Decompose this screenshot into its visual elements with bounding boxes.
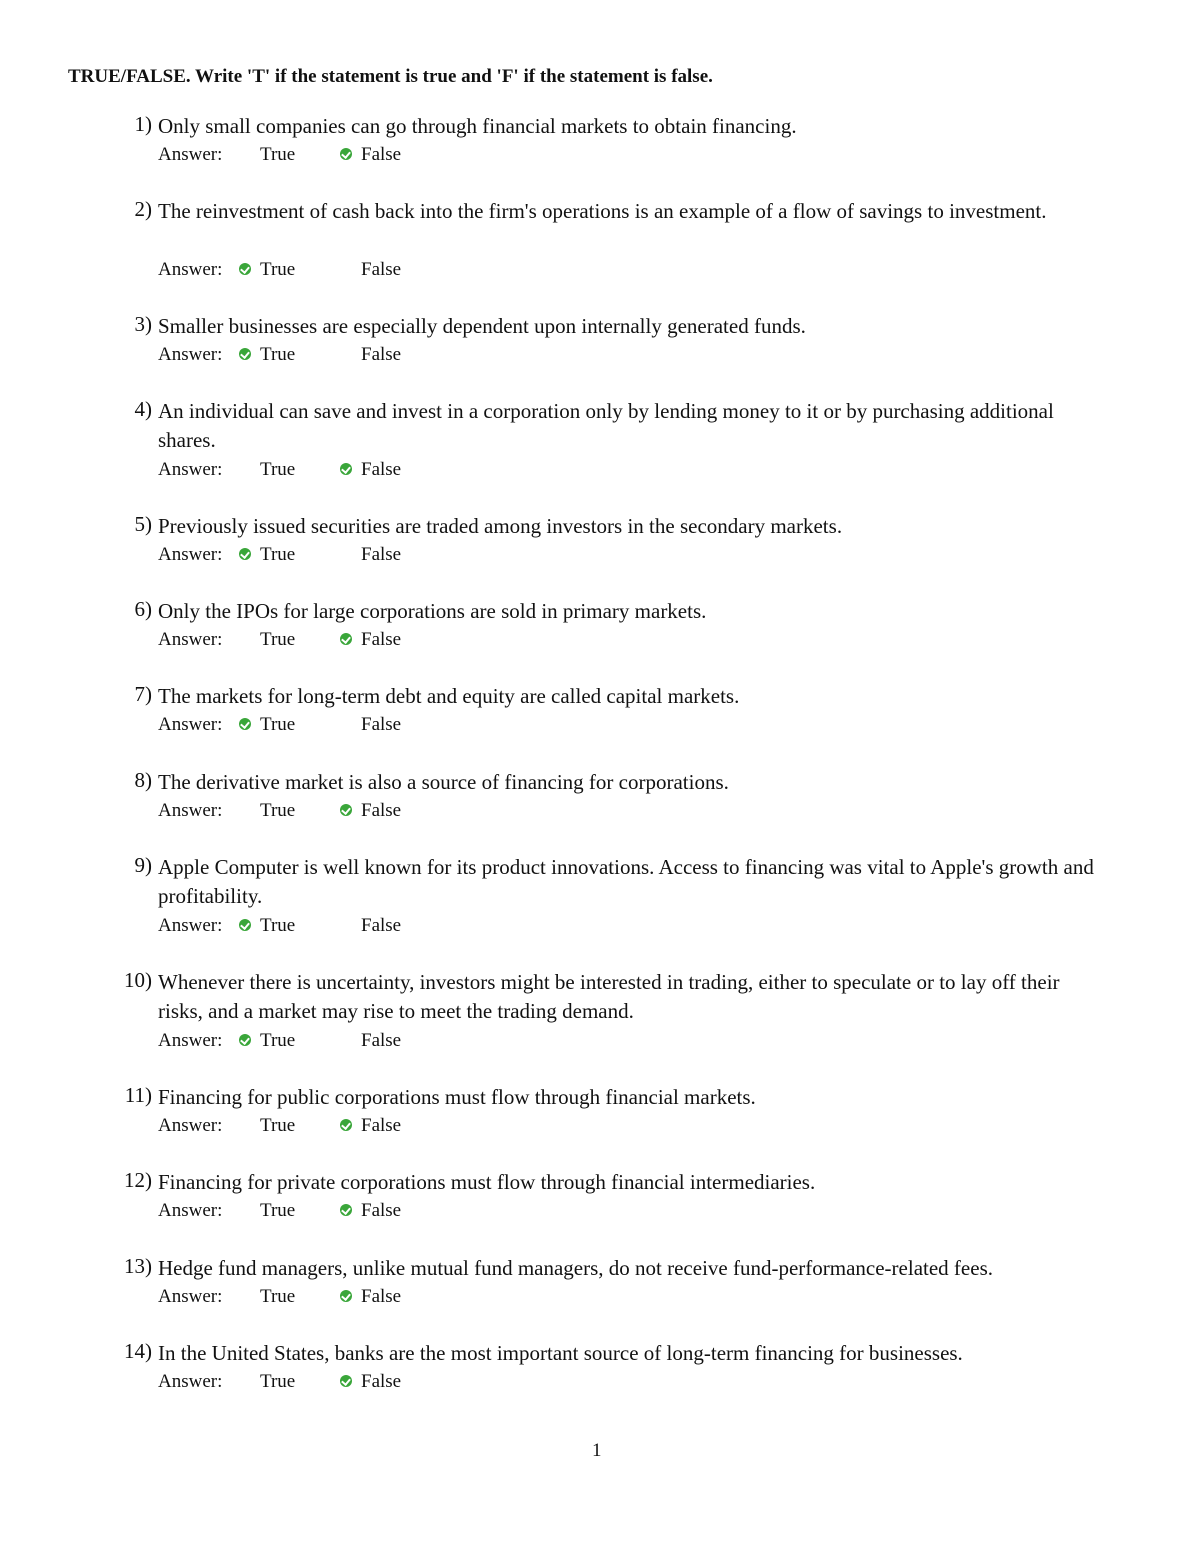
option-false: False [361, 800, 402, 821]
check-icon [340, 148, 352, 160]
answer-row [158, 1286, 558, 1310]
answer-row [158, 1200, 558, 1224]
answer-row [158, 1371, 558, 1395]
question-number: 10) [124, 968, 152, 992]
question-text: The reinvestment of cash back into the firm's operations is an example of a flow of savings to investment. [158, 199, 1047, 223]
answer-label: Answer: [158, 1200, 223, 1221]
question-text: The derivative market is also a source of financing for corporations. [158, 770, 729, 794]
answer-label: Answer: [158, 629, 223, 650]
answer-row [158, 1115, 558, 1139]
answer-row [158, 714, 558, 738]
question-number: 2) [134, 197, 152, 221]
question-text: Only the IPOs for large corporations are sold in primary markets. [158, 599, 707, 623]
question-number: 6) [134, 597, 152, 621]
answer-label: Answer: [158, 1286, 223, 1307]
answer-label: Answer: [158, 144, 223, 165]
option-false: False [361, 1371, 402, 1392]
check-icon [340, 463, 352, 475]
question-number: 14) [124, 1339, 152, 1363]
answer-label: Answer: [158, 1371, 223, 1392]
option-true: True [260, 1286, 296, 1307]
option-false: False [361, 544, 402, 565]
question-number: 5) [134, 512, 152, 536]
check-icon [239, 263, 251, 275]
answer-row [158, 344, 558, 368]
answer-row [158, 259, 558, 283]
answer-row [158, 800, 558, 824]
option-true: True [260, 1030, 296, 1051]
question-text: Financing for public corporations must flow through financial markets. [158, 1085, 756, 1109]
option-false: False [361, 259, 402, 280]
question-number: 7) [134, 682, 152, 706]
option-false: False [361, 915, 402, 936]
question-text: The markets for long-term debt and equity are called capital markets. [158, 684, 740, 708]
answer-row [158, 629, 558, 653]
question-text: Only small companies can go through financial markets to obtain financing. [158, 114, 797, 138]
option-true: True [260, 1371, 296, 1392]
option-false: False [361, 344, 402, 365]
question-text: An individual can save and invest in a corporation only by lending money to it or by purchasing additional shares. [158, 399, 1054, 452]
answer-label: Answer: [158, 915, 223, 936]
page-number: 1 [592, 1440, 602, 1461]
option-true: True [260, 629, 296, 650]
option-true: True [260, 915, 296, 936]
answer-row [158, 544, 558, 568]
check-icon [239, 348, 251, 360]
check-icon [340, 1375, 352, 1387]
option-false: False [361, 1200, 402, 1221]
check-icon [340, 633, 352, 645]
option-true: True [260, 1200, 296, 1221]
option-true: True [260, 344, 296, 365]
question-text: Hedge fund managers, unlike mutual fund managers, do not receive fund-performance-related fees. [158, 1256, 993, 1280]
answer-row [158, 915, 558, 939]
question-number: 12) [124, 1168, 152, 1192]
answer-label: Answer: [158, 459, 223, 480]
option-false: False [361, 459, 402, 480]
answer-row [158, 459, 558, 483]
question-text: Smaller businesses are especially dependent upon internally generated funds. [158, 314, 806, 338]
answer-label: Answer: [158, 259, 223, 280]
check-icon [239, 919, 251, 931]
check-icon [340, 1290, 352, 1302]
option-false: False [361, 714, 402, 735]
question-text: Previously issued securities are traded among investors in the secondary markets. [158, 514, 843, 538]
question-number: 3) [134, 312, 152, 336]
answer-label: Answer: [158, 1115, 223, 1136]
check-icon [239, 1034, 251, 1046]
instructions-heading: TRUE/FALSE. Write 'T' if the statement is true and 'F' if the statement is false. [68, 66, 713, 87]
answer-row [158, 1030, 558, 1054]
option-true: True [260, 800, 296, 821]
option-false: False [361, 1030, 402, 1051]
option-true: True [260, 714, 296, 735]
question-number: 4) [134, 397, 152, 421]
option-true: True [260, 259, 296, 280]
answer-label: Answer: [158, 1030, 223, 1051]
question-number: 9) [134, 853, 152, 877]
check-icon [239, 718, 251, 730]
question-text: In the United States, banks are the most important source of long-term financing for businesses. [158, 1341, 963, 1365]
answer-label: Answer: [158, 800, 223, 821]
question-text: Apple Computer is well known for its product innovations. Access to financing was vital to Apple's growth and profitability. [158, 855, 1094, 908]
answer-row [158, 144, 558, 168]
answer-label: Answer: [158, 344, 223, 365]
option-true: True [260, 459, 296, 480]
option-false: False [361, 629, 402, 650]
option-true: True [260, 1115, 296, 1136]
check-icon [340, 804, 352, 816]
option-true: True [260, 544, 296, 565]
answer-label: Answer: [158, 544, 223, 565]
check-icon [239, 548, 251, 560]
check-icon [340, 1119, 352, 1131]
option-false: False [361, 1115, 402, 1136]
question-text: Financing for private corporations must flow through financial intermediaries. [158, 1170, 816, 1194]
question-number: 13) [124, 1254, 152, 1278]
option-false: False [361, 144, 402, 165]
answer-label: Answer: [158, 714, 223, 735]
option-true: True [260, 144, 296, 165]
question-number: 8) [134, 768, 152, 792]
check-icon [340, 1204, 352, 1216]
question-text: Whenever there is uncertainty, investors might be interested in trading, either to speculate or to lay off their risks, and a market may rise to meet the trading demand. [158, 970, 1060, 1023]
question-number: 11) [124, 1083, 152, 1107]
option-false: False [361, 1286, 402, 1307]
question-number: 1) [134, 112, 152, 136]
